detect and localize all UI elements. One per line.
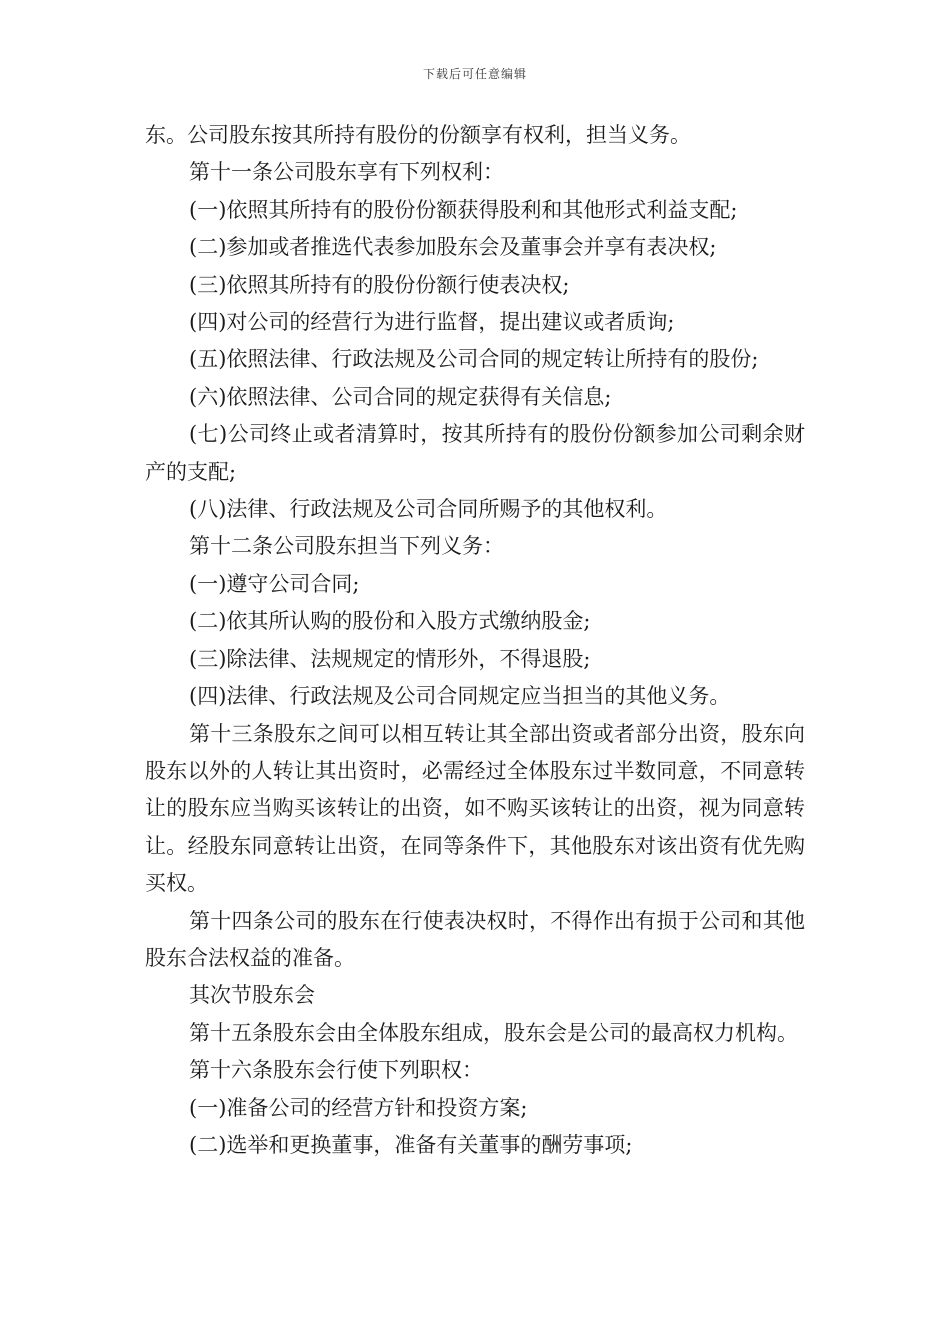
article-13-paragraph: 第十三条股东之间可以相互转让其全部出资或者部分出资，股东向股东以外的人转让其出资时，必需经过全体股东过半数同意，不同意转让的股东应当购买该转让的出资，如不购买该转让的出资，视为同意转让。经股东同意转让出资，在同等条件下，其他股东对该出资有优先购买权。: [145, 721, 805, 896]
list-item: (三)依照其所持有的股份份额行使表决权;: [189, 272, 570, 297]
list-item: (七)公司终止或者清算时，按其所持有的股份份额参加公司剩余财产的支配;: [145, 422, 805, 484]
document-body: [145, 117, 805, 1164]
list-item: (六)依照法律、公司合同的规定获得有关信息;: [189, 384, 612, 409]
list-item: (一)准备公司的经营方针和投资方案;: [189, 1095, 528, 1120]
list-item: (二)选举和更换董事，准备有关董事的酬劳事项;: [189, 1132, 633, 1157]
article-16-heading: 第十六条股东会行使下列职权：: [189, 1058, 483, 1083]
list-item: (二)参加或者推选代表参加股东会及董事会并享有表决权;: [189, 235, 717, 260]
list-item: (一)遵守公司合同;: [189, 571, 360, 596]
article-14-paragraph: 第十四条公司的股东在行使表决权时，不得作出有损于公司和其他股东合法权益的准备。: [145, 908, 805, 970]
list-item: (三)除法律、法规规定的情形外，不得退股;: [189, 646, 591, 671]
paragraph-0: 东。公司股东按其所持有股份的份额享有权利，担当义务。: [145, 123, 691, 147]
article-11-heading: 第十一条公司股东享有下列权利：: [189, 160, 504, 185]
list-item: (八)法律、行政法规及公司合同所赐予的其他权利。: [189, 497, 668, 522]
article-15-paragraph: 第十五条股东会由全体股东组成，股东会是公司的最高权力机构。: [189, 1020, 798, 1045]
list-item: (一)依照其所持有的股份份额获得股利和其他形式利益支配;: [189, 197, 738, 222]
section-heading: 其次节股东会: [189, 983, 315, 1008]
page-header: 下载后可任意编辑: [422, 67, 527, 81]
list-item: (二)依其所认购的股份和入股方式缴纳股金;: [189, 609, 591, 634]
article-12-heading: 第十二条公司股东担当下列义务：: [189, 534, 504, 559]
list-item: (五)依照法律、行政法规及公司合同的规定转让所持有的股份;: [189, 347, 759, 372]
list-item: (四)法律、行政法规及公司合同规定应当担当的其他义务。: [189, 684, 731, 709]
list-item: (四)对公司的经营行为进行监督，提出建议或者质询;: [189, 310, 675, 335]
